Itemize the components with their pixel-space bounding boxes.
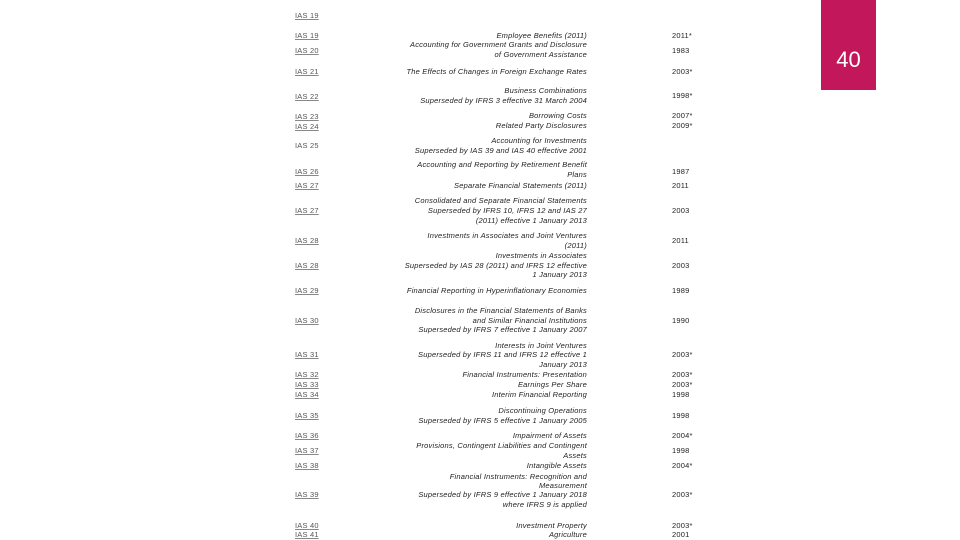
issue-year: 2003 — [672, 261, 690, 270]
standard-code[interactable]: IAS 36 — [295, 431, 319, 440]
standard-code[interactable]: IAS 32 — [295, 370, 319, 379]
standard-code[interactable]: IAS 28 — [295, 261, 319, 270]
issue-year: 2011* — [672, 31, 693, 40]
issue-year: 1987 — [672, 167, 690, 176]
standard-description: January 2013 — [539, 360, 587, 369]
standard-description: Superseded by IFRS 3 effective 31 March 2004 — [420, 96, 587, 105]
issue-year: 2003* — [672, 67, 693, 76]
standard-code[interactable]: IAS 23 — [295, 112, 319, 121]
standard-description: Agriculture — [548, 530, 587, 539]
page-number-badge — [821, 0, 876, 90]
standard-description: Assets — [563, 451, 587, 460]
standard-code[interactable]: IAS 33 — [295, 380, 319, 389]
standard-description: Superseded by IFRS 10, IFRS 12 and IAS 27 — [427, 206, 587, 215]
standard-description: Employee Benefits (2011) — [496, 31, 587, 40]
standard-code[interactable]: IAS 28 — [295, 236, 319, 245]
standard-description: Superseded by IFRS 9 effective 1 January 2018 — [418, 490, 587, 499]
standard-description: Discontinuing Operations — [498, 406, 587, 415]
standard-code[interactable]: IAS 35 — [295, 411, 319, 420]
standard-description: 1 January 2013 — [532, 270, 587, 279]
standard-description: Interim Financial Reporting — [491, 390, 587, 399]
page-number: 40 — [836, 47, 861, 72]
issue-year: 2003* — [672, 380, 693, 389]
standard-description: where IFRS 9 is applied — [502, 500, 587, 509]
issue-year: 1990 — [672, 316, 690, 325]
standard-description: Investments in Associates — [495, 251, 587, 260]
standard-description: Superseded by IFRS 5 effective 1 January 2005 — [418, 416, 587, 425]
standard-code[interactable]: IAS 24 — [295, 122, 319, 131]
issue-year: 1998 — [672, 446, 690, 455]
standard-description: Borrowing Costs — [528, 111, 587, 120]
issue-year: 2009* — [672, 121, 693, 130]
standard-description: Separate Financial Statements (2011) — [454, 181, 587, 190]
standard-description: Measurement — [538, 481, 587, 490]
standard-description: Superseded by IAS 28 (2011) and IFRS 12 effective — [404, 261, 587, 270]
standard-description: Superseded by IFRS 11 and IFRS 12 effective 1 — [418, 350, 587, 359]
issue-year: 2003* — [672, 370, 693, 379]
standard-description: of Government Assistance — [494, 50, 587, 59]
issue-year: 2004* — [672, 461, 693, 470]
issue-year: 2004* — [672, 431, 693, 440]
standard-code[interactable]: IAS 27 — [295, 181, 319, 190]
standard-code[interactable]: IAS 27 — [295, 206, 319, 215]
issue-year: 2003* — [672, 490, 693, 499]
issue-year: 2003 — [672, 206, 690, 215]
standard-code[interactable]: IAS 19 — [295, 11, 319, 20]
standard-code[interactable]: IAS 40 — [295, 521, 319, 530]
standard-description: Consolidated and Separate Financial Statements — [414, 196, 587, 205]
standard-description: (2011) — [564, 241, 587, 250]
standard-code[interactable]: IAS 34 — [295, 390, 319, 399]
standard-description: Related Party Disclosures — [495, 121, 587, 130]
issue-year: 2011 — [672, 236, 689, 245]
issue-year: 1983 — [672, 46, 690, 55]
standard-code[interactable]: IAS 26 — [295, 167, 319, 176]
standard-code[interactable]: IAS 37 — [295, 446, 319, 455]
standard-description: Investment Property — [516, 521, 587, 530]
standard-description: Accounting for Investments — [491, 136, 587, 145]
standard-code: IAS 25 — [295, 141, 319, 150]
standard-description: and Similar Financial Institutions — [472, 316, 587, 325]
issue-year: 1989 — [672, 286, 690, 295]
standard-code[interactable]: IAS 41 — [295, 530, 319, 539]
standard-code[interactable]: IAS 21 — [295, 67, 319, 76]
standard-description: The Effects of Changes in Foreign Exchange Rates — [406, 67, 587, 76]
standard-description: Interests in Joint Ventures — [495, 341, 587, 350]
issue-year: 1998* — [672, 91, 693, 100]
standard-description: Intangible Assets — [526, 461, 587, 470]
standard-description: Accounting for Government Grants and Disclosure — [410, 40, 587, 49]
issue-year: 2001 — [672, 530, 690, 539]
standard-description: Earnings Per Share — [517, 380, 587, 389]
standard-description: Superseded by IFRS 7 effective 1 January 2007 — [418, 325, 587, 334]
standard-description: Business Combinations — [504, 86, 587, 95]
issue-year: 2003* — [672, 521, 693, 530]
issue-year: 2003* — [672, 350, 693, 359]
standard-description: Accounting and Reporting by Retirement Benefit — [417, 160, 587, 169]
standard-description: Financial Instruments: Presentation — [462, 370, 587, 379]
standard-code[interactable]: IAS 19 — [295, 31, 319, 40]
issue-year: 1998 — [672, 390, 690, 399]
standard-code[interactable]: IAS 20 — [295, 46, 319, 55]
standard-description: Disclosures in the Financial Statements of Banks — [414, 306, 587, 315]
standard-code[interactable]: IAS 38 — [295, 461, 319, 470]
standard-code[interactable]: IAS 31 — [295, 350, 319, 359]
issue-year: 2011 — [672, 181, 689, 190]
standard-description: (2011) effective 1 January 2013 — [475, 216, 587, 225]
standard-description: Provisions, Contingent Liabilities and Contingent — [416, 441, 587, 450]
standard-code[interactable]: IAS 22 — [295, 92, 319, 101]
standard-code[interactable]: IAS 39 — [295, 490, 319, 499]
standard-description: Plans — [567, 170, 587, 179]
standard-code[interactable]: IAS 30 — [295, 316, 319, 325]
standard-description: Impairment of Assets — [512, 431, 587, 440]
standard-description: Investments in Associates and Joint Ventures — [427, 231, 587, 240]
standard-description: Financial Instruments: Recognition and — [449, 472, 587, 481]
issue-year: 2007* — [672, 111, 693, 120]
issue-year: 1998 — [672, 411, 690, 420]
standard-description: Financial Reporting in Hyperinflationary Economies — [406, 286, 587, 295]
standard-description: Superseded by IAS 39 and IAS 40 effective 2001 — [414, 146, 587, 155]
standard-code[interactable]: IAS 29 — [295, 286, 319, 295]
